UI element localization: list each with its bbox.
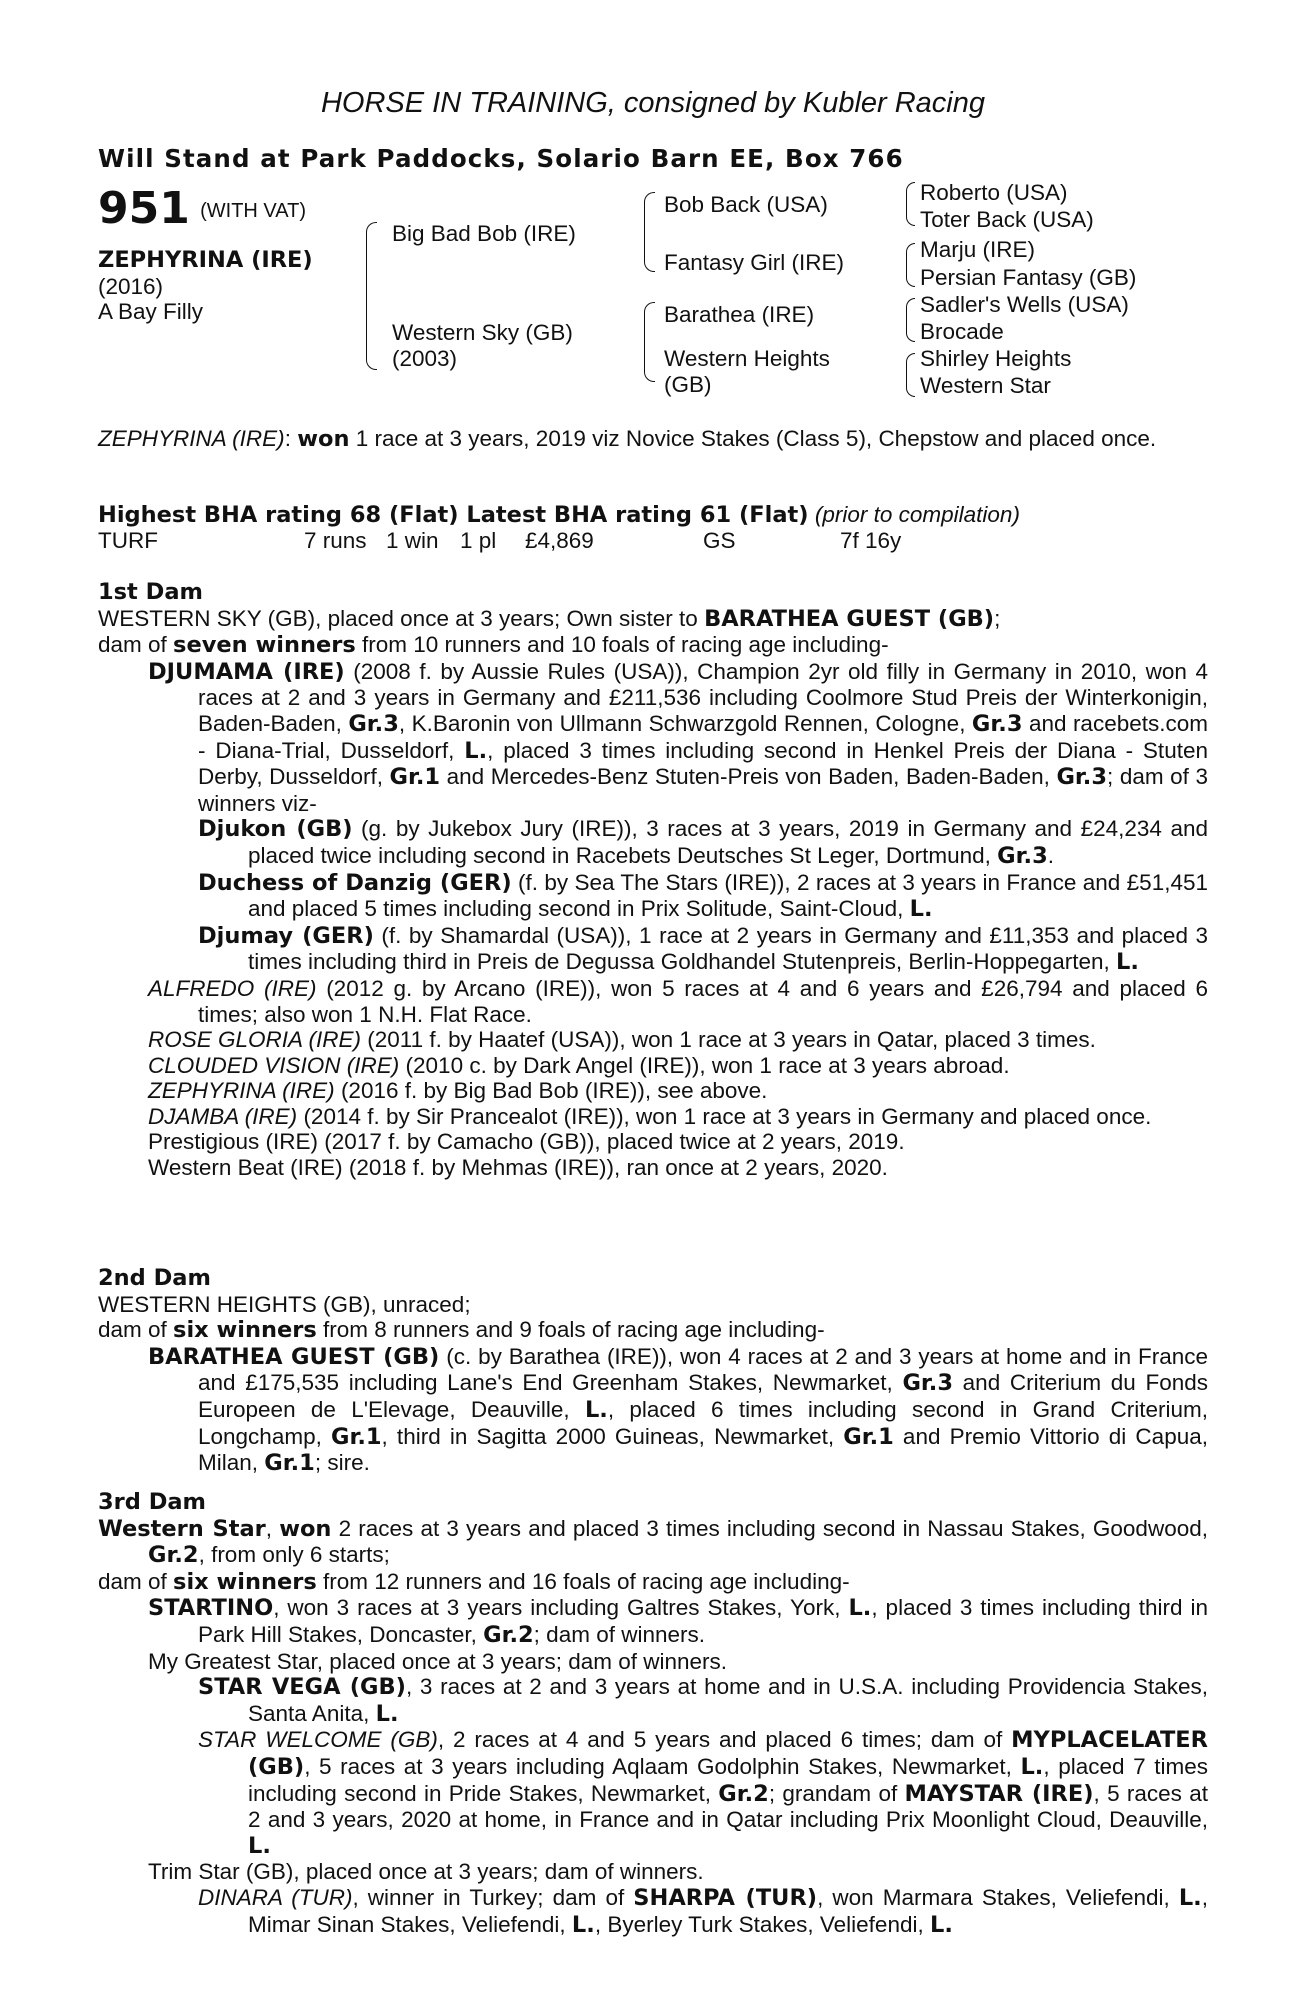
ped-sdd: Persian Fantasy (GB) bbox=[920, 265, 1137, 290]
turf-wins: 1 win bbox=[386, 528, 439, 553]
second-dam-heading: 2nd Dam bbox=[98, 1265, 211, 1291]
brace-dam bbox=[644, 302, 655, 382]
ped-ssd: Toter Back (USA) bbox=[920, 207, 1094, 232]
turf-runs: 7 runs bbox=[304, 528, 367, 553]
produce-clouded-vision: CLOUDED VISION (IRE) (2010 c. by Dark Angel (IRE)), won 1 race at 3 years abroad. bbox=[148, 1052, 1010, 1078]
horse-name: ZEPHYRINA (IRE) bbox=[98, 247, 313, 273]
first-dam-line: WESTERN SKY (GB), placed once at 3 years; Own sister to bbox=[98, 605, 705, 631]
second-dam-produce-a: dam of bbox=[98, 1317, 174, 1343]
first-dam-heading: 1st Dam bbox=[98, 579, 203, 605]
brace-gen1 bbox=[366, 222, 377, 370]
turf-going: GS bbox=[703, 528, 736, 553]
page-title: HORSE IN TRAINING, consigned by Kubler Racing bbox=[320, 87, 986, 119]
ped-dam: Western Sky (GB) bbox=[392, 320, 573, 345]
produce-dinara: DINARA (TUR), winner in Turkey; dam of SHARPA (TUR), won Marmara Stakes, Veliefendi, L., Mimar Sinan Stakes, Veliefendi, L., Byerley Turk Stakes, Veliefendi, L. bbox=[198, 1884, 1208, 1938]
produce-trim-star: Trim Star (GB), placed once at 3 years; dam of winners. bbox=[148, 1859, 704, 1885]
produce-star-welcome: STAR WELCOME (GB), 2 races at 4 and 5 years and placed 6 times; dam of MYPLACELATER (GB), 5 races at 3 years including Aqlaam Godolphin Stakes, Newmarket, L., placed 7 times including second in Pride Stakes, Newmarket, Gr.2; grandam of MAYSTAR (IRE), 5 races at 2 and 3 years, 2020 at home, in France and in Qatar including Prix Moonlight Cloud, Deauville, L. bbox=[198, 1727, 1208, 1859]
lot-heading bbox=[98, 185, 306, 233]
ped-dsd: Brocade bbox=[920, 319, 1004, 344]
produce-western-beat: Western Beat (IRE) (2018 f. by Mehmas (IRE)), ran once at 2 years, 2020. bbox=[148, 1155, 888, 1181]
ped-sss: Roberto (USA) bbox=[920, 180, 1068, 205]
stand-location: Will Stand at Park Paddocks, Solario Barn EE, Box 766 bbox=[98, 144, 904, 173]
produce-djumay: Djumay (GER) (f. by Shamardal (USA)), 1 race at 2 years in Germany and £11,353 and placed 3 times including third in Preis de Degussa Goldhandel Stutenpreis, Berlin-Hoppegarten, L. bbox=[198, 922, 1208, 976]
second-dam-line: WESTERN HEIGHTS (GB), unraced; bbox=[98, 1291, 471, 1317]
first-dam-produce-a: dam of bbox=[98, 632, 174, 658]
summary-name: ZEPHYRINA (IRE) bbox=[98, 426, 285, 451]
first-dam-produce-c: from 10 runners and 10 foals of racing age including- bbox=[355, 632, 889, 658]
third-dam-line: Western Star, won 2 races at 3 years and placed 3 times including second in Nassau Stakes, Goodwood, Gr.2, from only 6 starts; bbox=[98, 1515, 1208, 1569]
ped-dds: Shirley Heights bbox=[920, 346, 1072, 371]
horse-info bbox=[98, 248, 313, 325]
ped-dss: Sadler's Wells (USA) bbox=[920, 292, 1129, 317]
brace-sire bbox=[644, 192, 655, 272]
first-dam-punct: ; bbox=[994, 605, 1001, 631]
produce-djumama: DJUMAMA (IRE) (2008 f. by Aussie Rules (USA)), Champion 2yr old filly in Germany in 2010, won 4 races at 2 and 3 years in Germany and £211,536 including Coolmore Stud Preis der Winterkonigin, Baden-Baden, Gr.3, K.Baronin von Ullmann Schwarzgold Rennen, Cologne, Gr.3 and racebets.com - Diana-Trial, Dusseldorf, L., placed 3 times including second in Henkel Preis der Diana - Stuten Derby, Dusseldorf, Gr.1 and Mercedes-Benz Stuten-Preis von Baden, Baden-Baden, Gr.3; dam of 3 winners viz- bbox=[148, 658, 1208, 816]
rating-text: Highest BHA rating 68 (Flat) Latest BHA rating 61 (Flat) bbox=[98, 502, 809, 528]
summary-text: 1 race at 3 years, 2019 viz Novice Stakes (Class 5), Chepstow and placed once. bbox=[349, 426, 1157, 451]
rating-note: (prior to compilation) bbox=[814, 502, 1020, 527]
produce-djukon: Djukon (GB) (g. by Jukebox Jury (IRE)), 3 races at 3 years, 2019 in Germany and £24,234 and placed twice including second in Racebets Deutsches St Leger, Dortmund, Gr.3. bbox=[198, 816, 1208, 869]
lot-number: 951 bbox=[98, 183, 190, 234]
turf-placed: 1 pl bbox=[460, 528, 497, 553]
third-dam-winners: six winners bbox=[173, 1568, 317, 1595]
ped-dam-dam: Western Heights bbox=[664, 346, 830, 371]
brace-gen3-3 bbox=[906, 298, 915, 342]
produce-my-greatest-star: My Greatest Star, placed once at 3 years; dam of winners. bbox=[148, 1648, 728, 1674]
brace-gen3-4 bbox=[906, 353, 915, 397]
ped-sire-dam: Fantasy Girl (IRE) bbox=[664, 250, 845, 275]
horse-description: A Bay Filly bbox=[98, 299, 204, 325]
ped-dam-year: (2003) bbox=[392, 346, 458, 371]
turf-distance: 7f 16y bbox=[840, 528, 902, 553]
bha-rating bbox=[98, 502, 1208, 529]
race-summary: ZEPHYRINA (IRE): won 1 race at 3 years, 2019 viz Novice Stakes (Class 5), Chepstow and placed once. bbox=[98, 426, 1157, 452]
second-dam-winners: six winners bbox=[173, 1317, 317, 1344]
brace-gen3-1 bbox=[906, 182, 915, 226]
ped-dam-sire: Barathea (IRE) bbox=[664, 302, 815, 327]
turf-record bbox=[98, 528, 1208, 554]
produce-alfredo: ALFREDO (IRE) (2012 g. by Arcano (IRE)), won 5 races at 4 and 6 years and £26,794 and placed 6 times; also won 1 N.H. Flat Race. bbox=[148, 975, 1208, 1027]
turf-prize: £4,869 bbox=[525, 528, 594, 553]
produce-zephyrina: ZEPHYRINA (IRE) (2016 f. by Big Bad Bob (IRE)), see above. bbox=[148, 1078, 768, 1104]
ped-sire: Big Bad Bob (IRE) bbox=[392, 221, 576, 246]
second-dam-section bbox=[98, 1266, 1208, 1477]
summary-won: won bbox=[297, 426, 350, 452]
produce-prestigious: Prestigious (IRE) (2017 f. by Camacho (GB)), placed twice at 2 years, 2019. bbox=[148, 1129, 905, 1155]
ped-sire-sire: Bob Back (USA) bbox=[664, 192, 828, 217]
first-dam-section bbox=[98, 580, 1208, 1181]
ped-sds: Marju (IRE) bbox=[920, 237, 1036, 262]
produce-startino: STARTINO, won 3 races at 3 years including Galtres Stakes, York, L., placed 3 times including third in Park Hill Stakes, Doncaster, Gr.2; dam of winners. bbox=[148, 1595, 1208, 1648]
produce-star-vega: STAR VEGA (GB), 3 races at 2 and 3 years at home and in U.S.A. including Providencia Stakes, Santa Anita, L. bbox=[198, 1674, 1209, 1727]
third-dam-produce-c: from 12 runners and 16 foals of racing age including- bbox=[316, 1568, 850, 1594]
first-dam-winners: seven winners bbox=[173, 632, 356, 659]
first-dam-sibling: BARATHEA GUEST (GB) bbox=[704, 605, 995, 632]
produce-duchess: Duchess of Danzig (GER) (f. by Sea The Stars (IRE)), 2 races at 3 years in France and £51,451 and placed 5 times including second in Prix Solitude, Saint-Cloud, L. bbox=[198, 869, 1208, 923]
turf-surface: TURF bbox=[98, 528, 158, 553]
brace-gen3-2 bbox=[906, 243, 915, 287]
produce-rose-gloria: ROSE GLORIA (IRE) (2011 f. by Haatef (USA)), won 1 race at 3 years in Qatar, placed 3 times. bbox=[148, 1027, 1096, 1053]
third-dam-section bbox=[98, 1490, 1208, 1938]
third-dam-heading: 3rd Dam bbox=[98, 1489, 206, 1515]
vat-label: (WITH VAT) bbox=[200, 200, 307, 222]
produce-barathea-guest: BARATHEA GUEST (GB) (c. by Barathea (IRE)), won 4 races at 2 and 3 years at home and in France and £175,535 including Lane's End Greenham Stakes, Newmarket, Gr.3 and Criterium du Fonds Europeen de L'Elevage, Deauville, L., placed 6 times including second in Grand Criterium, Longchamp, Gr.1, third in Sagitta 2000 Guineas, Newmarket, Gr.1 and Premio Vittorio di Capua, Milan, Gr.1; sire. bbox=[148, 1343, 1209, 1477]
ped-ddd: Western Star bbox=[920, 373, 1051, 398]
third-dam-produce-a: dam of bbox=[98, 1568, 174, 1594]
produce-djamba: DJAMBA (IRE) (2014 f. by Sir Prancealot (IRE)), won 1 race at 3 years in Germany and placed once. bbox=[148, 1103, 1152, 1129]
second-dam-produce-c: from 8 runners and 9 foals of racing age including- bbox=[316, 1317, 825, 1343]
ped-dam-dam-country: (GB) bbox=[664, 372, 712, 397]
horse-year: (2016) bbox=[98, 273, 164, 299]
